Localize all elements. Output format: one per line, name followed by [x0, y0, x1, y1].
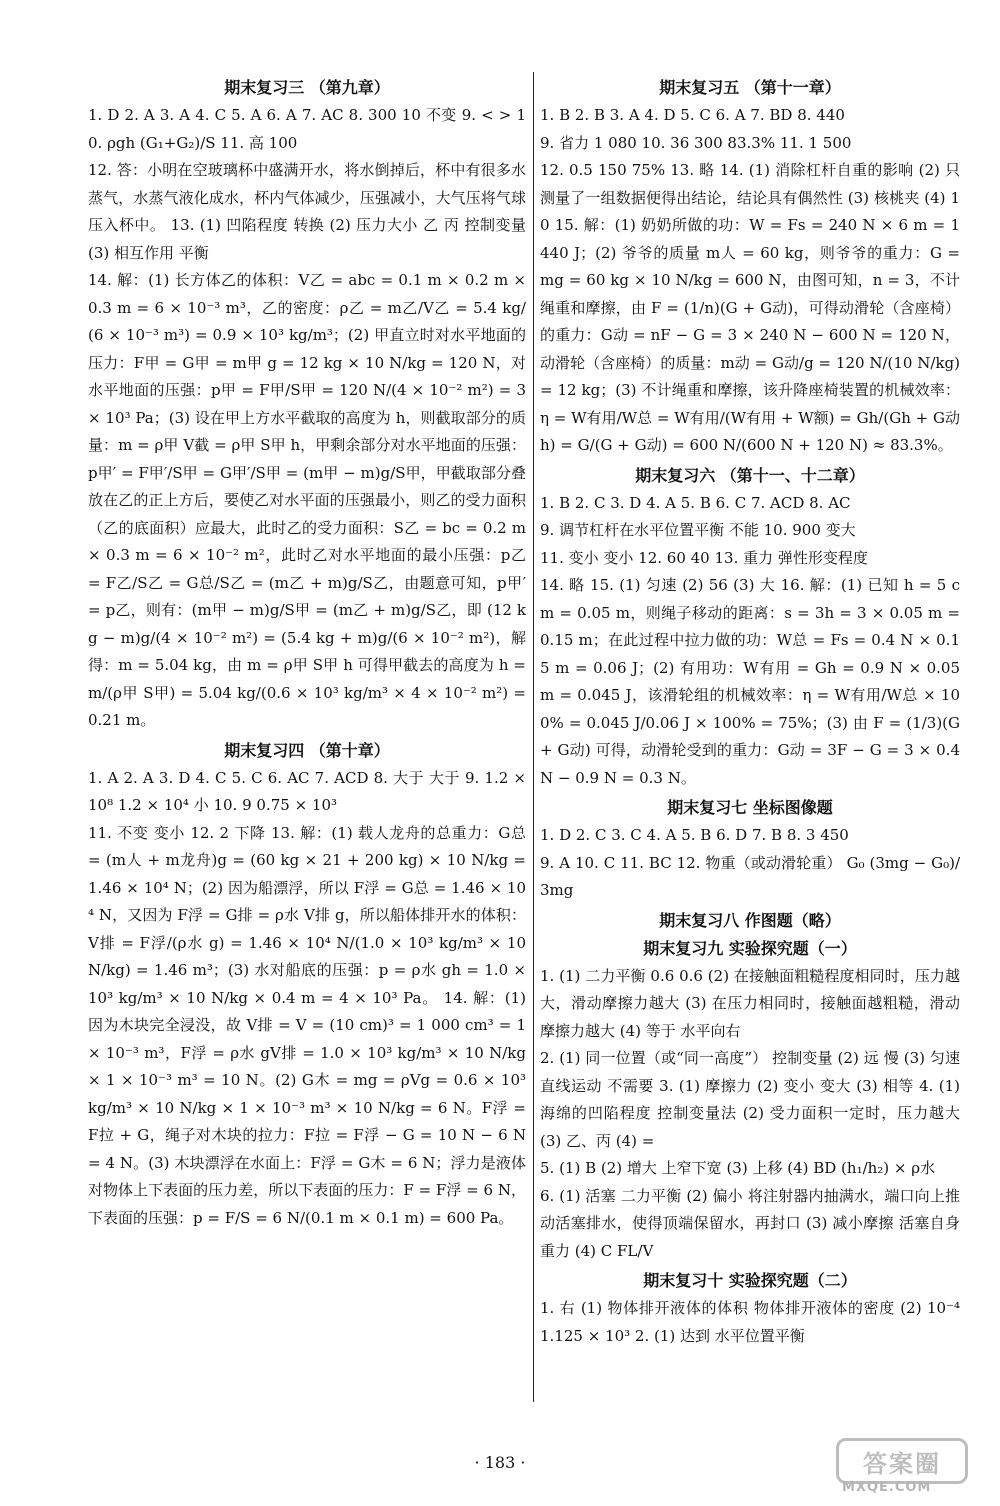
answer-paragraph: 11. 变小 变小 12. 60 40 13. 重力 弹性形变程度 [540, 548, 868, 567]
answer-paragraph: 1. 右 (1) 物体排开液体的体积 物体排开液体的密度 (2) 10⁻⁴ 1.125 × 10³ 2. (1) 达到 水平位置平衡 [540, 1299, 960, 1345]
answer-paragraph: 1. (1) 二力平衡 0.6 0.6 (2) 在接触面粗糙程度相同时，压力越大，滑动摩擦力越大 (3) 在压力相同时，接触面越粗糙，滑动摩擦力越大 (4) 等于 水平向右 [540, 966, 960, 1040]
answer-paragraph: 1. D 2. C 3. C 4. A 5. B 6. D 7. B 8. 3 450 [540, 826, 849, 844]
page-number: · 183 · [474, 1453, 526, 1472]
section-title: 期末复习三 （第九章） [224, 78, 390, 97]
answer-paragraph: 11. 不变 变小 12. 2 下降 13. 解：(1) 载人龙舟的总重力：G总 = (m人 + m龙舟)g = (60 kg × 21 + 200 kg) × 10 N/kg = 1.46 × 10⁴ N；(2) 因为船漂浮，所以 F浮 = G总 = 1.46 × 10⁴ N，又因为 F浮 = G排 = ρ水 V排 g，所以船体排开水的体积：V排 = F浮/(ρ水 g) = 1.46 × 10⁴ N/(1.0 × 10³ kg/m³ × 10 N/kg) = 1.46 m³；(3) 水对船底的压强：p = ρ水 gh = 1.0 × 10³ kg/m³ × 10 N/kg × 0.4 m = 4 × 10³ Pa。 14. 解：(1) 因为木块完全浸没，故 V排 = V = (10 cm)³ = 1 000 cm³ = 1 × 10⁻³ m³，F浮 = ρ水 gV排 = 1.0 × 10³ kg/m³ × 10 N/kg × 1 × 10⁻³ m³ = 10 N。(2) G木 = mg = ρVg = 0.6 × 10³ kg/m³ × 10 N/kg × 1 × 10⁻³ m³ × 10 N/kg = 6 N。F浮 = F拉 + G，绳子对木块的拉力：F拉 = F浮 − G = 10 N − 6 N = 4 N。(3) 木块漂浮在水面上：F浮 = G木 = 6 N；浮力是液体对物体上下表面的压力差，所以下表面的压力：F = F浮 = 6 N，下表面的压强：p = F/S = 6 N/(0.1 m × 0.1 m) = 600 Pa。 [88, 823, 526, 1227]
answer-paragraph: 14. 解：(1) 长方体乙的体积：V乙 = abc = 0.1 m × 0.2 m × 0.3 m = 6 × 10⁻³ m³，乙的密度：ρ乙 = m乙/V乙 = 5.4 kg/(6 × 10⁻³ m³) = 0.9 × 10³ kg/m³；(2) 甲直立时对水平地面的压力：F甲 = G甲 = m甲 g = 12 kg × 10 N/kg = 120 N，对水平地面的压强：p甲 = F甲/S甲 = 120 N/(4 × 10⁻² m²) = 3 × 10³ Pa；(3) 设在甲上方水平截取的高度为 h，则截取部分的质量：m = ρ甲 V截 = ρ甲 S甲 h，甲剩余部分对水平地面的压强：p甲′ = F甲′/S甲 = G甲′/S甲 = (m甲 − m)g/S甲，甲截取部分叠放在乙的正上方后，要使乙对水平面的压强最小，则乙的受力面积（乙的底面积）应最大，此时乙的受力面积：S乙 = bc = 0.2 m × 0.3 m = 6 × 10⁻² m²，此时乙对水平地面的最小压强：p乙 = F乙/S乙 = G总/S乙 = (m乙 + m)g/S乙，由题意可知，p甲′ = p乙，则有：(m甲 − m)g/S甲 = (m乙 + m)g/S乙，即 (12 kg − m)g/(4 × 10⁻² m²) = (5.4 kg + m)g/(6 × 10⁻² m²)，解得：m = 5.04 kg，由 m = ρ甲 S甲 h 可得甲截去的高度为 h = m/(ρ甲 S甲) = 5.04 kg/(0.6 × 10³ kg/m³ × 4 × 10⁻² m²) = 0.21 m。 [88, 271, 526, 729]
answer-paragraph: 1. B 2. B 3. A 4. D 5. C 6. A 7. BD 8. 440 [540, 106, 845, 124]
answer-paragraph: 14. 略 15. (1) 匀速 (2) 56 (3) 大 16. 解：(1) 已知 h = 5 cm = 0.05 m，则绳子移动的距离：s = 3h = 3 × 0.05 m = 0.15 m；在此过程中拉力做的功：W总 = Fs = 0.4 N × 0.15 m = 0.06 J；(2) 有用功：W有用 = Gh = 0.9 N × 0.05 m = 0.045 J，该滑轮组的机械效率：η = W有用/W总 × 100% = 0.045 J/0.06 J × 100% = 75%；(3) 由 F = (1/3)(G + G动) 可得，动滑轮受到的重力：G动 = 3F − G = 3 × 0.4 N − 0.9 N = 0.3 N。 [540, 576, 960, 787]
answer-paragraph: 9. 调节杠杆在水平位置平衡 不能 10. 900 变大 [540, 521, 856, 539]
left-column [88, 72, 526, 1232]
answer-paragraph: 1. B 2. C 3. D 4. A 5. B 6. C 7. ACD 8. AC [540, 493, 851, 512]
watermark-url: MXQE.COM [842, 1480, 932, 1495]
answer-paragraph: 2. (1) 同一位置（或“同一高度”） 控制变量 (2) 远 慢 (3) 匀速直线运动 不需要 3. (1) 摩擦力 (2) 变小 变大 (3) 相等 4. (1) 海绵的凹陷程度 控制变量法 (2) 受力面积一定时，压力越大 (3) 乙、丙 (4) = [540, 1049, 960, 1150]
section-title: 期末复习五 （第十一章） [659, 78, 841, 97]
section-title: 期末复习六 （第十一、十二章） [635, 465, 865, 485]
watermark [836, 1438, 986, 1496]
section-title: 期末复习十 实验探究题（二） [643, 1271, 857, 1290]
section-title: 期末复习九 实验探究题（一） [643, 938, 857, 958]
column-divider [533, 72, 534, 1402]
right-column [540, 72, 960, 1350]
answer-paragraph: 5. (1) B (2) 增大 上窄下宽 (3) 上移 (4) BD (h₁/h₂) × ρ水 [540, 1159, 936, 1177]
answer-paragraph: 12. 答：小明在空玻璃杯中盛满开水，将水倒掉后，杯中有很多水蒸气，水蒸气液化成水，杯内气体减少，压强减小，大气压将气球压入杯中。 13. (1) 凹陷程度 转换 (2) 压力大小 乙 丙 控制变量 (3) 相互作用 平衡 [88, 161, 526, 262]
answer-paragraph: 9. A 10. C 11. BC 12. 物重（或动滑轮重） G₀ (3mg − G₀)/3mg [540, 853, 960, 899]
section-title: 期末复习八 作图题（略） [659, 910, 841, 930]
answer-paragraph: 1. A 2. A 3. D 4. C 5. C 6. AC 7. ACD 8. 大于 大于 9. 1.2 × 10⁸ 1.2 × 10⁴ 小 10. 9 0.75 × 10³ [88, 768, 526, 814]
watermark-logo: 答案圈 [836, 1438, 968, 1484]
section-title: 期末复习七 坐标图像题 [667, 798, 833, 817]
answer-paragraph: 9. 省力 1 080 10. 36 300 83.3% 11. 1 500 [540, 133, 852, 152]
section-title: 期末复习四 （第十章） [224, 740, 390, 760]
answer-paragraph: 1. D 2. A 3. A 4. C 5. A 6. A 7. AC 8. 300 10 不变 9. < > 10. ρgh (G₁+G₂)/S 11. 高 100 [88, 106, 526, 152]
answer-paragraph: 12. 0.5 150 75% 13. 略 14. (1) 消除杠杆自重的影响 (2) 只测量了一组数据便得出结论，结论具有偶然性 (3) 核桃夹 (4) 10 15. 解：(1) 奶奶所做的功：W = Fs = 240 N × 6 m = 1 440 J；(2) 爷爷的质量 m人 = 60 kg，则爷爷的重力：G = mg = 60 kg × 10 N/kg = 600 N，由图可知，n = 3，不计绳重和摩擦，由 F = (1/n)(G + G动)，可得动滑轮（含座椅）的重力：G动 = nF − G = 3 × 240 N − 600 N = 120 N，动滑轮（含座椅）的质量：m动 = G动/g = 120 N/(10 N/kg) = 12 kg；(3) 不计绳重和摩擦，该升降座椅装置的机械效率：η = W有用/W总 = W有用/(W有用 + W额) = Gh/(Gh + G动 h) = G/(G + G动) = 600 N/(600 N + 120 N) ≈ 83.3%。 [540, 161, 960, 454]
answer-paragraph: 6. (1) 活塞 二力平衡 (2) 偏小 将注射器内抽满水，端口向上推动活塞排水，使得顶端保留水，再封口 (3) 减小摩擦 活塞自身重力 (4) C FL/V [540, 1186, 960, 1260]
